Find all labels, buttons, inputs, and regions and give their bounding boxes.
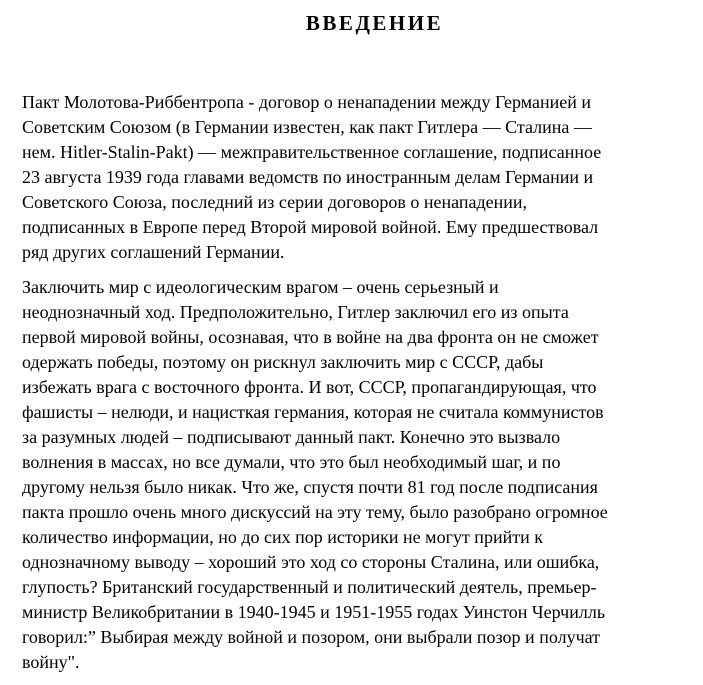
text-line: Советским Союзом (в Германии известен, как пакт Гитлера — Сталина — bbox=[22, 117, 592, 137]
text-line: 23 августа 1939 года главами ведомств по иностранным делам Германии и bbox=[22, 167, 594, 187]
text-line: говорил:” Выбирая между войной и позором, они выбрали позор и получат bbox=[22, 627, 601, 647]
text-line: первой мировой войны, осознавая, что в войне на два фронта он не сможет bbox=[22, 327, 599, 347]
text-line: одержать победы, поэтому он рискнул заключить мир с СССР, дабы bbox=[22, 352, 544, 372]
text-line: Пакт Молотова-Риббентропа - договор о ненападении между Германией и bbox=[22, 92, 591, 112]
document-body bbox=[22, 90, 703, 675]
text-line: волнения в массах, но все думали, что это был необходимый шаг, и по bbox=[22, 452, 561, 472]
text-line: подписанных в Европе перед Второй мировой войной. Ему предшествовал bbox=[22, 217, 599, 237]
text-line: пакта прошло очень много дискуссий на эту тему, было разобрано огромное bbox=[22, 502, 608, 522]
text-line: другому нельзя было никак. Что же, спустя почти 81 год после подписания bbox=[22, 477, 598, 497]
text-line: количество информации, но до сих пор историки не могут прийти к bbox=[22, 527, 543, 547]
text-line: за разумных людей – подписывают данный пакт. Конечно это вызвало bbox=[22, 427, 561, 447]
text-line: Советского Союза, последний из серии договоров о ненападении, bbox=[22, 192, 527, 212]
text-line: однозначному выводу – хороший это ход со стороны Сталина, или ошибка, bbox=[22, 552, 600, 572]
paragraph-analysis bbox=[22, 275, 703, 675]
text-line: Заключить мир с идеологическим врагом – очень серьезный и bbox=[22, 277, 499, 297]
text-line: ряд других соглашений Германии. bbox=[22, 242, 285, 262]
text-line: фашисты – нелюди, и нацисткая германия, которая не считала коммунистов bbox=[22, 402, 604, 422]
text-line: неоднозначный ход. Предположительно, Гитлер заключил его из опыта bbox=[22, 302, 569, 322]
document-title: ВВЕДЕНИЕ bbox=[305, 11, 444, 35]
paragraph-intro-pact bbox=[22, 90, 703, 265]
text-line: глупость? Британский государственный и политический деятель, премьер- bbox=[22, 577, 597, 597]
text-line: министр Великобритании в 1940-1945 и 1951-1955 годах Уинстон Черчилль bbox=[22, 602, 606, 622]
text-line: избежать врага с восточного фронта. И вот, СССР, пропагандирующая, что bbox=[22, 377, 597, 397]
text-line: войну". bbox=[22, 652, 80, 672]
text-line: нем. Hitler-Stalin-Pakt) — межправительственное соглашение, подписанное bbox=[22, 142, 602, 162]
